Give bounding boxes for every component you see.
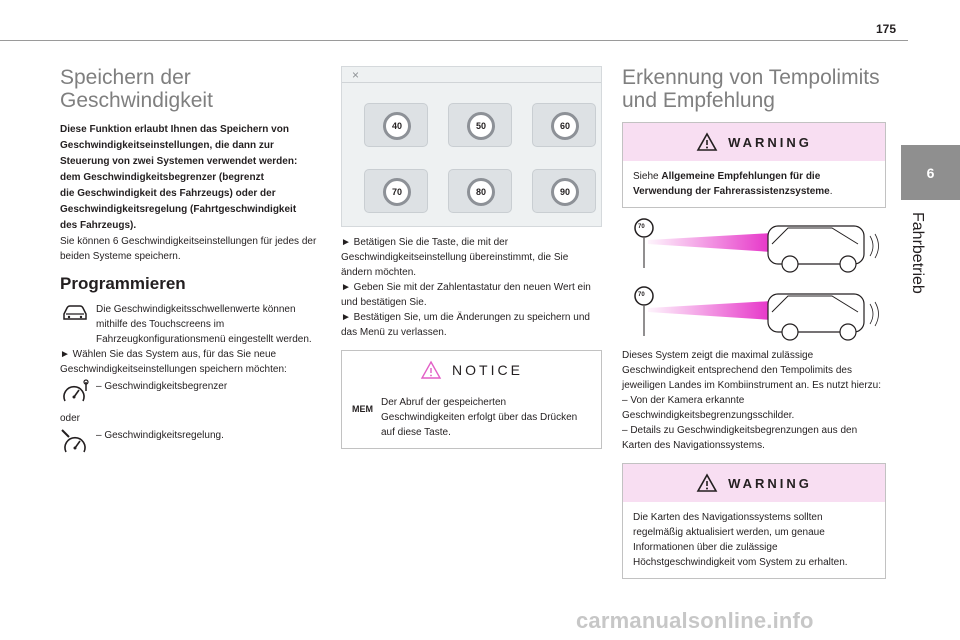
header-rule — [0, 40, 908, 41]
speed-button-50[interactable] — [448, 103, 512, 147]
speed-button-40[interactable] — [364, 103, 428, 147]
title-line: Erkennung von Tempolimits — [622, 66, 880, 89]
source-bullet-2: – Details zu Geschwindigkeitsbegrenzungen aus den Karten des Navigationssystems. — [622, 425, 858, 451]
chapter-tab[interactable]: 6 — [901, 145, 960, 200]
warning-text — [633, 169, 875, 199]
warning-text-pre: Siehe — [633, 171, 662, 182]
speed-button-80[interactable] — [448, 169, 512, 213]
intro-line: Diese Funktion erlaubt Ihnen das Speichern von — [60, 124, 289, 135]
speed-button-90[interactable] — [532, 169, 596, 213]
limiter-row — [60, 379, 318, 407]
watermark: carmanualsonline.info — [576, 608, 814, 633]
speed-button-60[interactable] — [532, 103, 596, 147]
system-description: Dieses System zeigt die maximal zulässige Geschwindigkeit entsprechend den Tempolimits des jeweiligen Landes im Kombiinstrument an. Es nutzt hierzu: — [622, 350, 882, 391]
speed-memory-screen — [341, 66, 602, 227]
touchscreen-text: Die Geschwindigkeitsschwellenwerte können mithilfe des Touchscreens im Fahrzeugkonfigurationsmenü eingestellt werden. — [96, 304, 312, 345]
section-title-tempolimits — [622, 66, 886, 112]
notice-text: Der Abruf der gespeicherten Geschwindigkeiten erfolgt über das Drücken auf diese Taste. — [381, 397, 578, 438]
warning-text-post: . — [829, 186, 833, 197]
steps-list — [341, 235, 602, 340]
intro-bold — [60, 122, 318, 234]
page-number: 175 — [876, 22, 897, 36]
intro-line: dem Geschwindigkeitsbegrenzer (begrenzt — [60, 172, 264, 183]
speed-button-70[interactable] — [364, 169, 428, 213]
notice-box — [341, 350, 602, 449]
notice-body — [352, 395, 591, 440]
column-middle — [341, 66, 602, 449]
step-item: ► Bestätigen Sie, um die Änderungen zu speichern und das Menü zu verlassen. — [341, 312, 590, 338]
warning-title: WARNING — [728, 475, 812, 491]
warning-title: WARNING — [728, 134, 812, 150]
warning-triangle-icon — [696, 473, 718, 493]
warning-text-bold: Allgemeine Empfehlungen für die Verwendung der Fahrerassistenzsysteme — [633, 171, 830, 197]
screen-top-bar — [342, 67, 601, 83]
heading-programmieren: Programmieren — [60, 274, 186, 293]
title-line: Speichern der — [60, 66, 191, 89]
warning-header — [623, 464, 885, 502]
notice-triangle-icon — [420, 360, 442, 380]
intro-line: Geschwindigkeitsregelung (Fahrtgeschwindigkeit — [60, 204, 297, 215]
warning-box-2 — [622, 463, 886, 579]
speed-value: 40 — [383, 112, 411, 140]
intro-line: Steuerung von zwei Systemen verwendet werden: — [60, 156, 298, 167]
car-sign-illustration — [622, 216, 886, 276]
speed-sign-value: 70 — [638, 292, 645, 298]
speed-sign-car-figure-1 — [622, 216, 886, 276]
speed-value: 80 — [467, 178, 495, 206]
speed-value: 50 — [467, 112, 495, 140]
select-system-text: ► Wählen Sie das System aus, für das Sie neue Geschwindigkeitseinstellungen speichern möchten: — [60, 349, 287, 375]
speed-sign-car-figure-2 — [622, 284, 886, 344]
cruise-control-icon — [60, 428, 90, 456]
step-item: ► Betätigen Sie die Taste, die mit der Geschwindigkeitseinstellung übereinstimmt, die Sie ändern möchten. — [341, 237, 569, 278]
chapter-title: Fahrbetrieb — [909, 212, 926, 294]
notice-header — [342, 351, 601, 389]
or-text: oder — [60, 413, 81, 424]
warning-text: Die Karten des Navigationssystems sollten regelmäßig aktualisiert werden, um genaue Informationen über die zulässige Höchstgeschwindigkeit vom System zu erhalten. — [633, 512, 848, 568]
speed-sign-value: 70 — [638, 224, 645, 230]
intro-line: Geschwindigkeitseinstellungen, die dann zur — [60, 140, 274, 151]
title-line: Geschwindigkeit — [60, 89, 213, 112]
cruise-item: – Geschwindigkeitsregelung. — [96, 430, 224, 441]
speed-button-grid — [364, 103, 584, 213]
column-left — [60, 66, 318, 456]
intro-line: des Fahrzeugs). — [60, 220, 137, 231]
touchscreen-row — [60, 302, 318, 347]
source-bullet-1: – Von der Kamera erkannte Geschwindigkeitsbegrenzungsschilder. — [622, 395, 795, 421]
title-line: und Empfehlung — [622, 89, 775, 112]
speed-value: 70 — [383, 178, 411, 206]
warning-box-1 — [622, 122, 886, 208]
close-icon[interactable]: × — [352, 67, 360, 82]
car-settings-icon — [60, 302, 90, 324]
car-sign-illustration — [622, 284, 886, 344]
warning-header — [623, 123, 885, 161]
notice-title: NOTICE — [452, 362, 523, 378]
column-right — [622, 66, 886, 579]
speed-value: 90 — [551, 178, 579, 206]
speed-limiter-icon — [60, 379, 90, 407]
warning-triangle-icon — [696, 132, 718, 152]
section-title-speichern — [60, 66, 318, 112]
speed-value: 60 — [551, 112, 579, 140]
mem-button-label: MEM — [352, 404, 373, 414]
intro-line: die Geschwindigkeit des Fahrzeugs) oder der — [60, 188, 276, 199]
step-item: ► Geben Sie mit der Zahlentastatur den neuen Wert ein und bestätigen Sie. — [341, 282, 591, 308]
cruise-row — [60, 428, 318, 456]
limiter-item: – Geschwindigkeitsbegrenzer — [96, 381, 228, 392]
intro-plain: Sie können 6 Geschwindigkeitseinstellungen für jedes der beiden Systeme speichern. — [60, 236, 317, 262]
